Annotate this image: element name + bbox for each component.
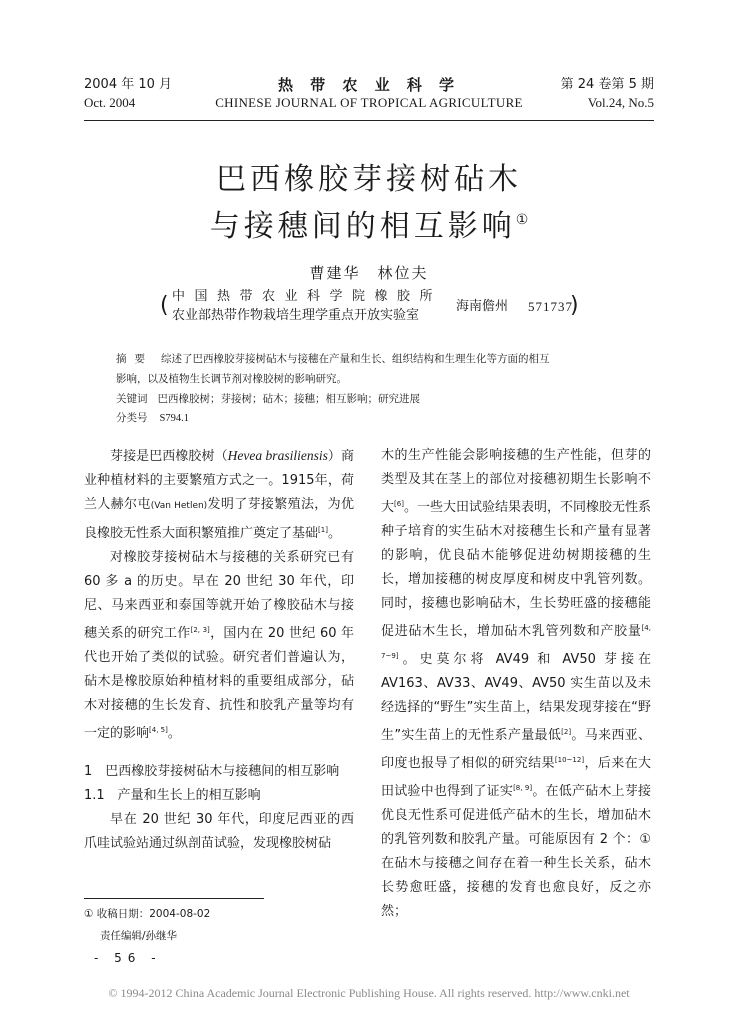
footnote-received-date: ① 收稿日期：2004-08-02 (84, 908, 211, 920)
affiliation-line-2: 农业部热带作物栽培生理学重点开放实验室 (172, 308, 420, 323)
journal-name-cn: 热 带 农 业 科 学 (277, 76, 461, 94)
body-column-left (84, 444, 354, 856)
subsection-heading: 1.1 产量和生长上的相互影响 (84, 788, 261, 803)
title-line-1: 巴西橡胶芽接树砧木 (216, 162, 522, 197)
citation: [2, 3] (190, 626, 210, 634)
section-heading: 1 巴西橡胶芽接树砧木与接穗间的相互影响 (84, 764, 340, 779)
header-rule (84, 120, 654, 121)
paper-title (0, 160, 738, 247)
paragraph: 木的生产性能会影响接穗的生产性能，但芽的类型及其在茎上的部位对接穗初期生长影响不大[6]。一些大田试验结果表明，不同橡胶无性系种子培育的实生砧木对接穗生长和产量有显著的影响，优良砧木能够促进幼树期接穗的生长，增加接穗的树皮厚度和树皮中乳管列数。同时，接穗也影响砧木，生长势旺盛的接穗能促进砧木生长，增加砧木乳管列数和产胶量[4, 7~9]。史莫尔将 AV49 和 AV50 芽接在 AV163、AV33、AV49、AV50 实生苗以及未经选择的“野生”实生苗上，结果发现芽接在“野生”实生苗上的无性系产量最低[2]。马来西亚、印度也报导了相似的研究结果[10~12]，后来在大田试验中也得到了证实[8, 9]。在低产砧木上芽接优良无性系可促进低产砧木的生长，增加砧木的乳管列数和胶乳产量。可能原因有 2 个：① 在砧木与接穗之间存在着一种生长关系，砧木长势愈旺盛，接穗的发育也愈良好，反之亦然； (381, 448, 651, 919)
affiliation-place: 海南儋州 (456, 299, 509, 314)
abstract-text-2: 影响，以及植物生长调节剂对橡胶树的影响研究。 (116, 373, 347, 385)
authors: 曹建华 林位夫 (309, 264, 429, 282)
paragraph: 早在 20 世纪 30 年代，印度尼西亚的西爪哇试验站通过纵剖苗试验，发现橡胶树砧 (84, 812, 354, 851)
copyright-notice: © 1994-2012 China Academic Journal Electronic Publishing House. All rights reserved. http://www.cnki.net (108, 986, 630, 1000)
affiliation-paren-open: ( (160, 293, 169, 318)
keywords-label: 关键词 (116, 393, 148, 405)
citation: [1] (318, 526, 328, 534)
footnote-editor: 责任编辑/孙继华 (100, 930, 178, 942)
abstract (116, 351, 636, 368)
page-number: - 56 - (94, 951, 162, 965)
body-column-right (381, 444, 651, 924)
running-header (84, 76, 654, 122)
affiliation-zip: 571737 (528, 299, 573, 314)
affiliation (160, 288, 620, 328)
citation: [4, 5] (149, 726, 168, 734)
affiliation-paren-close: ) (570, 293, 579, 318)
classification-label: 分类号 (116, 412, 148, 424)
header-issue-en: Vol.24, No.5 (587, 95, 654, 110)
affiliation-line-1: 中国热带农业科学院橡胶所 (172, 289, 443, 304)
header-issue-cn: 第 24 卷第 5 期 (560, 77, 654, 92)
latin-name: Hevea brasiliensis (227, 448, 328, 463)
abstract-label: 摘要 (116, 353, 153, 365)
abstract-text-1: 综述了巴西橡胶芽接树砧木与接穗在产量和生长、组织结构和生理生化等方面的相互 (161, 353, 550, 365)
title-line-2: 与接穗间的相互影响 (209, 209, 516, 244)
classification (116, 410, 636, 427)
citation: [6] (394, 500, 404, 508)
citation: [10~12] (554, 756, 585, 764)
person-name-en: (Van Hetlen) (150, 501, 208, 511)
paragraph: 对橡胶芽接树砧木与接穗的关系研究已有 60 多 a 的历史。早在 20 世纪 30 年代，印尼、马来西亚和泰国等就开始了橡胶砧木与接穗关系的研究工作[2, 3]，国内在 20 世纪 60 年代也开始了类似的试验。研究者们普遍认为，砧木是橡胶原始种植材料的重要组成部分，砧木对接穗的生长发育、抗性和胶乳产量等均有一定的影响[4, 5]。 (84, 550, 354, 741)
header-date-en: Oct. 2004 (84, 95, 136, 110)
journal-name-en: CHINESE JOURNAL OF TROPICAL AGRICULTURE (215, 95, 523, 110)
citation: [4, 7~9] (381, 624, 651, 660)
keywords (116, 391, 636, 408)
footnote-rule (84, 898, 264, 899)
keywords-text: 巴西橡胶树；芽接树；砧木；接穗；相互影响；研究进展 (157, 393, 420, 405)
header-issue (561, 76, 654, 112)
title-footnote-mark: ① (515, 212, 529, 228)
citation: [8, 9] (513, 784, 533, 792)
citation: [2] (561, 728, 572, 736)
paragraph: 芽接是巴西橡胶树（Hevea brasiliensis）商业种植材料的主要繁殖方式之一。1915年，荷兰人赫尔屯(Van Hetlen)发明了芽接繁殖法，为优良橡胶无性系大面积繁殖推广奠定了基础[1]。 (84, 448, 354, 541)
classification-code: S794.1 (159, 413, 189, 424)
header-date-cn: 2004 年 10 月 (84, 77, 173, 92)
